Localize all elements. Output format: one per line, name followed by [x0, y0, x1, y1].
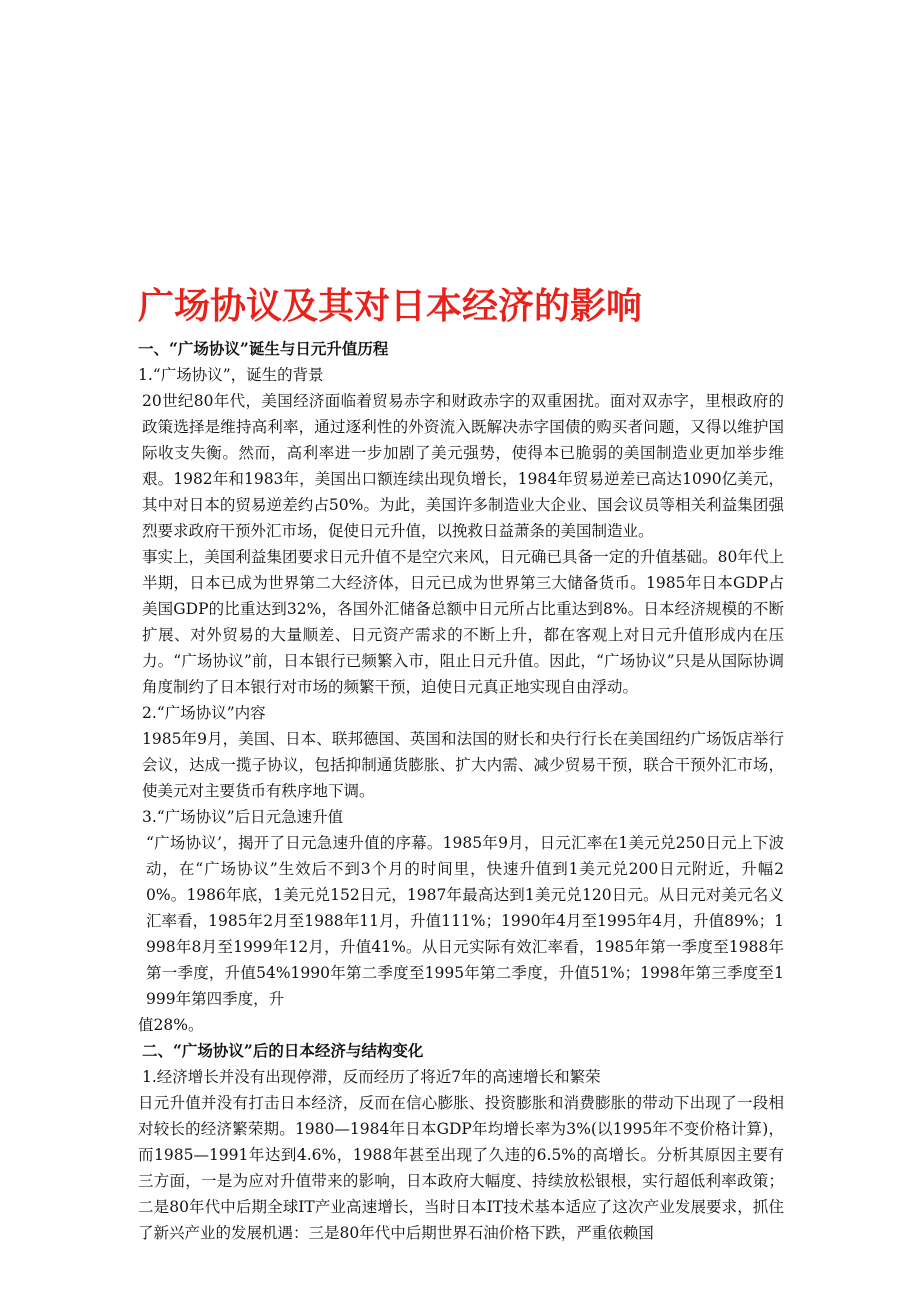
- document-title: 广场协议及其对日本经济的影响: [138, 285, 643, 327]
- section-heading-1: 一、“广场协议”诞生与日元升值历程: [138, 339, 389, 358]
- paragraph: 事实上，美国利益集团要求日元升值不是空穴来风，日元确已具备一定的升值基础。80年代上半期，日本已成为世界第二大经济体，日元已成为世界第三大储备货币。1985年日本GDP占美国GDP的比重达到32%，各国外汇储备总额中日元所占比重达到8%。日本经济规模的不断扩展、对外贸易的大量顺差、日元资产需求的不断上升，都在客观上对日元升值形成内在压力。“广场协议”前，日本银行已频繁入市，阻止日元升值。因此，“广场协议”只是从国际协调角度制约了日本银行对市场的频繁干预，迫使日元真正地实现自由浮动。: [142, 548, 784, 696]
- subsection-heading-1-3: 3.“广场协议”后日元急速升值: [142, 808, 344, 826]
- paragraph: 1985年9月，美国、日本、联邦德国、英国和法国的财长和央行行长在美国纽约广场饭店举行会议，达成一揽子协议，包括抑制通货膨胀、扩大内需、减少贸易干预，联合干预外汇市场，使美元对主要货币有秩序地下调。: [142, 730, 784, 800]
- section-heading-2: 二、“广场协议”后的日本经济与结构变化: [142, 1041, 424, 1060]
- subsection-heading-1-2: 2.“广场协议”内容: [142, 704, 266, 722]
- paragraph: 20世纪80年代，美国经济面临着贸易赤字和财政赤字的双重困扰。面对双赤字，里根政府的政策选择是维持高利率，通过逐利性的外资流入既解决赤字国债的购买者问题，又得以维护国际收支失衡。然而，高利率进一步加剧了美元强势，使得本已脆弱的美国制造业更加举步维艰。1982年和1983年，美国出口额连续出现负增长，1984年贸易逆差已高达1090亿美元，其中对日本的贸易逆差约占50%。为此，美国许多制造业大企业、国会议员等相关利益集团强烈要求政府干预外汇市场，促使日元升值，以挽救日益萧条的美国制造业。: [142, 392, 784, 540]
- paragraph: 值28%。: [138, 1016, 204, 1034]
- paragraph: 日元升值并没有打击日本经济，反而在信心膨胀、投资膨胀和消费膨胀的带动下出现了一段相对较长的经济繁荣期。1980—1984年日本GDP年均增长率为3%(以1995年不变价格计算)，而1985—1991年达到4.6%，1988年甚至出现了久违的6.5%的高增长。分析其原因主要有三方面，一是为应对升值带来的影响，日本政府大幅度、持续放松银根，实行超低利率政策；二是80年代中后期全球IT产业高速增长，当时日本IT技术基本适应了这次产业发展要求，抓住了新兴产业的发展机遇：三是80年代中后期世界石油价格下跌，严重依赖国: [138, 1094, 784, 1242]
- document-page: [138, 282, 784, 1246]
- subsection-heading-2-1: 1.经济增长并没有出现停滞，反而经历了将近7年的高速增长和繁荣: [142, 1068, 601, 1086]
- paragraph: “广场协议’，揭开了日元急速升值的序幕。1985年9月，日元汇率在1美元兑250日元上下波动，在“广场协议”生效后不到3个月的时间里，快速升值到1美元兑200日元附近，升幅20%。1986年底，1美元兑152日元，1987年最高达到1美元兑120日元。从日元对美元名义汇率看，1985年2月至1988年11月，升值111%；1990年4月至1995年4月，升值89%；1998年8月至1999年12月，升值41%。从日元实际有效汇率看，1985年第一季度至1988年第一季度，升值54%1990年第二季度至1995年第二季度，升值51%；1998年第三季度至1999年第四季度，升: [146, 834, 784, 1008]
- subsection-heading-1-1: 1.“广场协议”，诞生的背景: [138, 366, 324, 384]
